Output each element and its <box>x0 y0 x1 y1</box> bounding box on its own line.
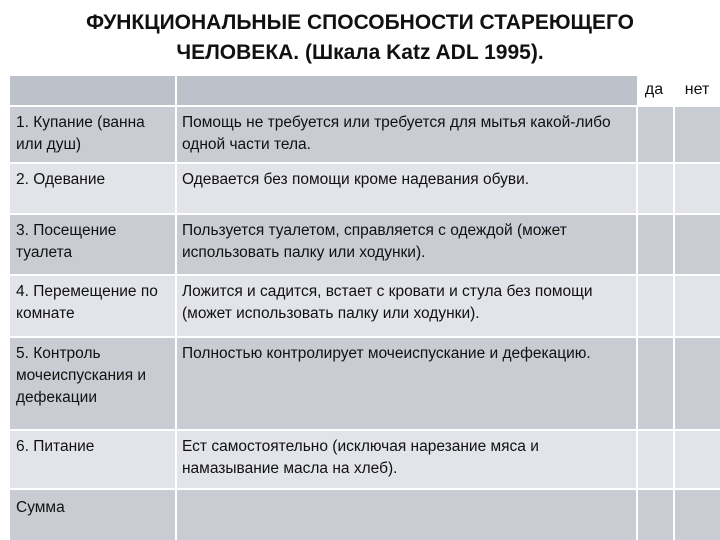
grid-line <box>10 429 720 431</box>
row-2-description: Одевается без помощи кроме надевания обуви. <box>176 163 637 214</box>
grid-line <box>175 76 177 540</box>
row-2-label: 2. Одевание <box>10 163 176 214</box>
row-6-label: 6. Питание <box>10 430 176 489</box>
header-no: нет <box>684 81 710 98</box>
row-4-label: 4. Перемещение по комнате <box>10 275 176 337</box>
grid-line <box>636 106 638 540</box>
grid-line <box>10 162 720 164</box>
row-3-yes-cell[interactable] <box>637 214 674 275</box>
row-2-yes-cell[interactable] <box>637 163 674 214</box>
row-5-no-cell[interactable] <box>674 337 720 430</box>
row-3-label: 3. Посещение туалета <box>10 214 176 275</box>
title-line-2: ЧЕЛОВЕКА. (Шкала Katz ADL 1995). <box>176 41 544 64</box>
row-1-no-cell[interactable] <box>674 106 720 163</box>
row-6-description: Ест самостоятельно (исключая нарезание мяса и намазывание масла на хлеб). <box>176 430 637 489</box>
header-blank-cell-1 <box>10 76 176 106</box>
row-3-no-cell[interactable] <box>674 214 720 275</box>
grid-line <box>10 213 720 215</box>
row-5-label: 5. Контроль мочеиспускания и дефекации <box>10 337 176 430</box>
row-6-yes-cell[interactable] <box>637 430 674 489</box>
grid-line <box>10 488 720 490</box>
sum-label: Сумма <box>10 489 176 540</box>
row-1-description: Помощь не требуется или требуется для мытья какой-либо одной части тела. <box>176 106 637 163</box>
row-4-no-cell[interactable] <box>674 275 720 337</box>
row-3-description: Пользуется туалетом, справляется с одеждой (может использовать палку или ходунки). <box>176 214 637 275</box>
grid-line <box>10 105 720 107</box>
grid-line <box>10 274 720 276</box>
row-6-no-cell[interactable] <box>674 430 720 489</box>
row-1-label: 1. Купание (ванна или душ) <box>10 106 176 163</box>
row-1-yes-cell[interactable] <box>637 106 674 163</box>
sum-no-cell[interactable] <box>674 489 720 540</box>
sum-yes-cell[interactable] <box>637 489 674 540</box>
header-blank-cell-2 <box>176 76 637 106</box>
row-2-no-cell[interactable] <box>674 163 720 214</box>
row-5-description: Полностью контролирует мочеиспускание и дефекацию. <box>176 337 637 430</box>
sum-description-cell <box>176 489 637 540</box>
title-line-1: ФУНКЦИОНАЛЬНЫЕ СПОСОБНОСТИ СТАРЕЮЩЕГО <box>86 11 634 34</box>
header-yes: да <box>644 81 664 98</box>
row-4-description: Ложится и садится, встает с кровати и стула без помощи (может использовать палку или ходунки). <box>176 275 637 337</box>
row-5-yes-cell[interactable] <box>637 337 674 430</box>
grid-line <box>10 336 720 338</box>
grid-line <box>673 106 675 540</box>
row-4-yes-cell[interactable] <box>637 275 674 337</box>
